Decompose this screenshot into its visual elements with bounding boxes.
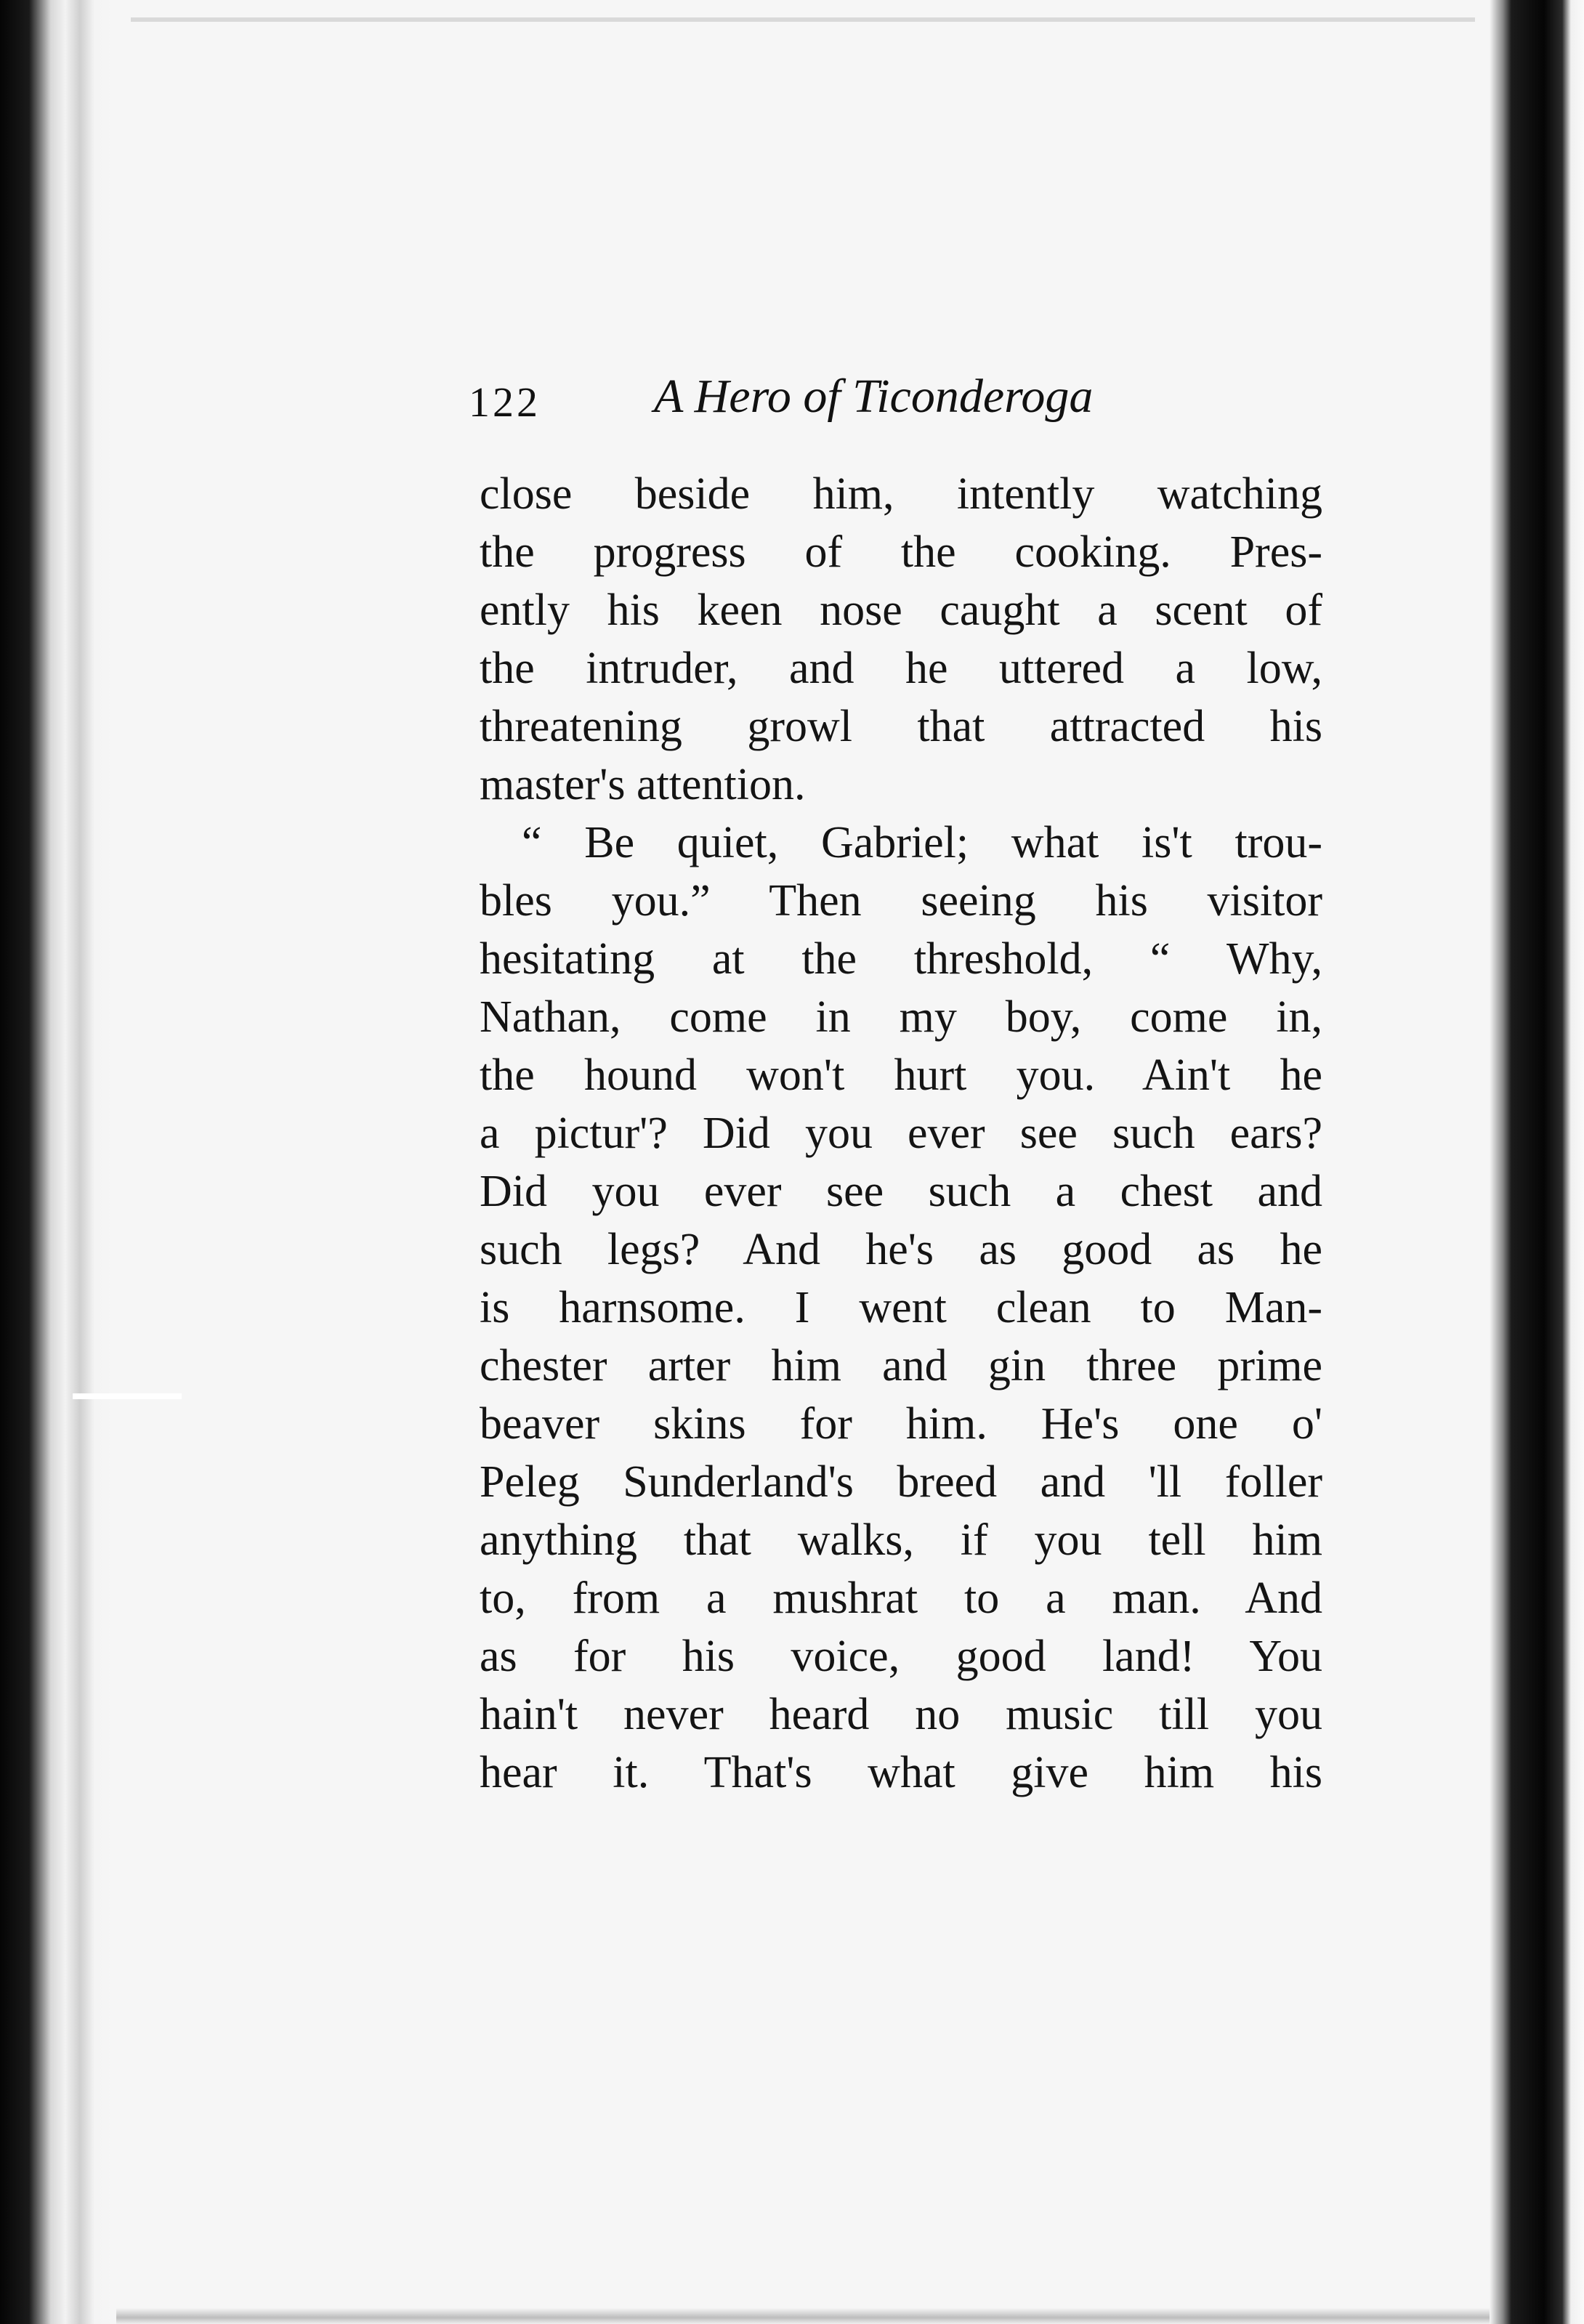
page-header bbox=[469, 349, 1341, 436]
text-line: beaver skins for him. He's one o' bbox=[480, 1399, 1322, 1449]
text-line: “ Be quiet, Gabriel; what is't trou- bbox=[522, 818, 1322, 867]
text-line: such legs? And he's as good as he bbox=[480, 1225, 1322, 1274]
text-line: threatening growl that attracted his bbox=[480, 702, 1322, 751]
text-line: ently his keen nose caught a scent of bbox=[480, 586, 1322, 635]
text-line: Peleg Sunderland's breed and 'll foller bbox=[480, 1457, 1322, 1507]
text-line: Nathan, come in my boy, come in, bbox=[480, 992, 1322, 1042]
text-line: Did you ever see such a chest and bbox=[480, 1167, 1322, 1216]
running-title: A Hero of Ticonderoga bbox=[654, 370, 1094, 423]
text-line: the intruder, and he uttered a low, bbox=[480, 644, 1322, 693]
text-line: as for his voice, good land! You bbox=[480, 1632, 1322, 1681]
text-line: chester arter him and gin three prime bbox=[480, 1341, 1322, 1390]
text-line: the hound won't hurt you. Ain't he bbox=[480, 1050, 1322, 1100]
scan-left-edge bbox=[0, 0, 116, 2324]
text-line: a pictur'? Did you ever see such ears? bbox=[480, 1109, 1322, 1158]
text-line: to, from a mushrat to a man. And bbox=[480, 1574, 1322, 1623]
text-line: bles you.” Then seeing his visitor bbox=[480, 876, 1322, 926]
text-line: master's attention. bbox=[480, 760, 806, 809]
text-line: hear it. That's what give him his bbox=[480, 1748, 1322, 1797]
text-line: anything that walks, if you tell him bbox=[480, 1515, 1322, 1565]
text-line: the progress of the cooking. Pres- bbox=[480, 527, 1322, 577]
text-line: hain't never heard no music till you bbox=[480, 1690, 1322, 1739]
text-line: is harnsome. I went clean to Man- bbox=[480, 1283, 1322, 1332]
margin-mark bbox=[73, 1393, 182, 1399]
text-line: hesitating at the threshold, “ Why, bbox=[480, 934, 1322, 984]
body-text bbox=[480, 465, 1322, 1802]
text-line: close beside him, intently watching bbox=[480, 469, 1322, 519]
page-top-edge bbox=[131, 17, 1475, 22]
scan-right-edge bbox=[1490, 0, 1584, 2324]
page-number: 122 bbox=[469, 378, 541, 426]
page-bottom-edge bbox=[116, 2308, 1490, 2324]
